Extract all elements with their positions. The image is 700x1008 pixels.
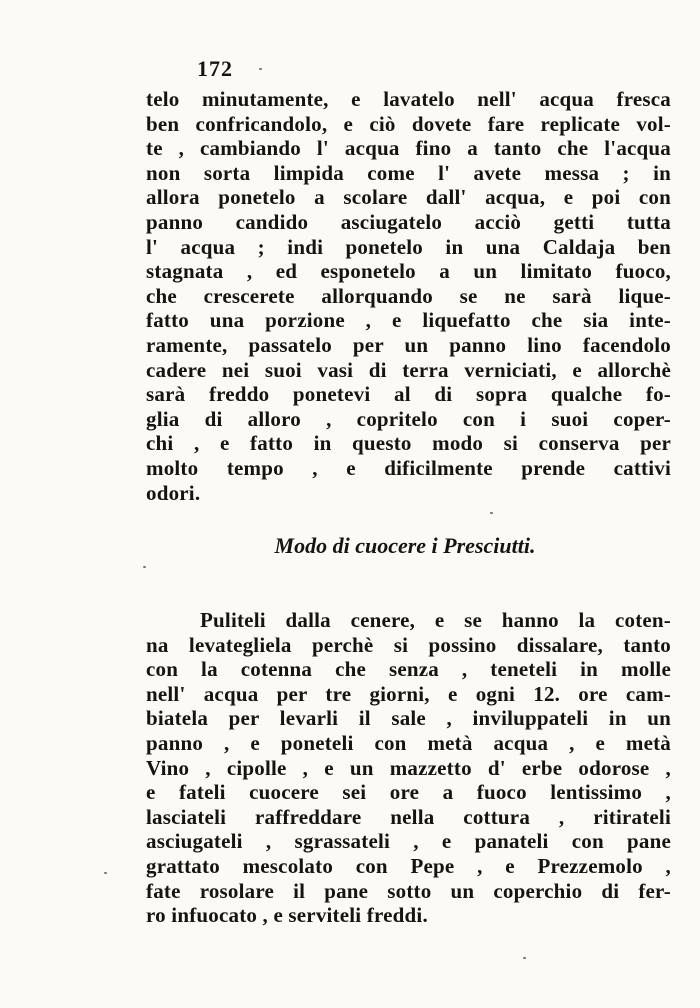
text-line: cadere nei suoi vasi di terra verniciati, e allorchè — [146, 357, 671, 382]
text-line: ro infuocato , e serviteli freddi. — [146, 903, 428, 928]
paper-speck — [523, 957, 526, 959]
text-line: lasciateli raffreddare nella cottura , ritirateli — [146, 804, 671, 829]
text-line: molto tempo , e dificilmente prende cattivi — [146, 455, 671, 480]
text-line: na levategliela perchè si possino dissalare, tanto — [146, 632, 671, 657]
text-line: sarà freddo ponetevi al di sopra qualche fo- — [146, 382, 671, 407]
text-line: con la cotenna che senza , teneteli in molle — [146, 657, 671, 682]
page-number: 172 — [197, 56, 233, 81]
paper-speck — [259, 68, 262, 70]
text-line: fatto una porzione , e liquefatto che sia inte- — [146, 308, 671, 333]
section-heading: Modo di cuocere i Presciutti. — [274, 533, 536, 558]
paper-speck — [143, 566, 146, 568]
text-line: asciugateli , sgrassateli , e panateli con pane — [146, 829, 671, 854]
text-line: panno , e poneteli con metà acqua , e metà — [146, 730, 671, 755]
text-line: biatela per levarli il sale , inviluppateli in un — [146, 706, 671, 731]
text-line: ramente, passatelo per un panno lino facendolo — [146, 332, 671, 357]
text-line: panno candido asciugatelo acciò getti tutta — [146, 209, 671, 234]
text-line: grattato mescolato con Pepe , e Prezzemolo , — [146, 853, 671, 878]
text-line: stagnata , ed esponetelo a un limitato fuoco, — [146, 259, 671, 284]
text-line: l' acqua ; indi ponetelo in una Caldaja ben — [146, 234, 671, 259]
paper-speck — [104, 872, 107, 874]
text-line: glia di alloro , copritelo con i suoi coper- — [146, 406, 671, 431]
text-line: telo minutamente, e lavatelo nell' acqua fresca — [146, 87, 671, 111]
text-line: Puliteli dalla cenere, e se hanno la coten- — [200, 608, 671, 632]
text-line: te , cambiando l' acqua fino a tanto che l'acqua — [146, 136, 671, 161]
text-line: allora ponetelo a scolare dall' acqua, e poi con — [146, 185, 671, 210]
text-line: ben confricandolo, e ciò dovete fare replicate vol- — [146, 111, 671, 136]
paragraph-lard-preparation — [146, 87, 671, 505]
text-line: non sorta limpida come l' avete messa ; in — [146, 160, 671, 185]
paper-speck — [490, 512, 493, 514]
text-line: chi , e fatto in questo modo si conserva per — [146, 431, 671, 456]
text-line: nell' acqua per tre giorni, e ogni 12. ore cam- — [146, 681, 671, 706]
text-line: fate rosolare il pane sotto un coperchio di fer- — [146, 878, 671, 903]
text-line: che crescerete allorquando se ne sarà lique- — [146, 283, 671, 308]
text-line: e fateli cuocere sei ore a fuoco lentissimo , — [146, 780, 671, 805]
paragraph-ham-cooking — [146, 608, 671, 928]
text-line: Vino , cipolle , e un mazzetto d' erbe odorose , — [146, 755, 671, 780]
text-line: odori. — [146, 480, 201, 505]
